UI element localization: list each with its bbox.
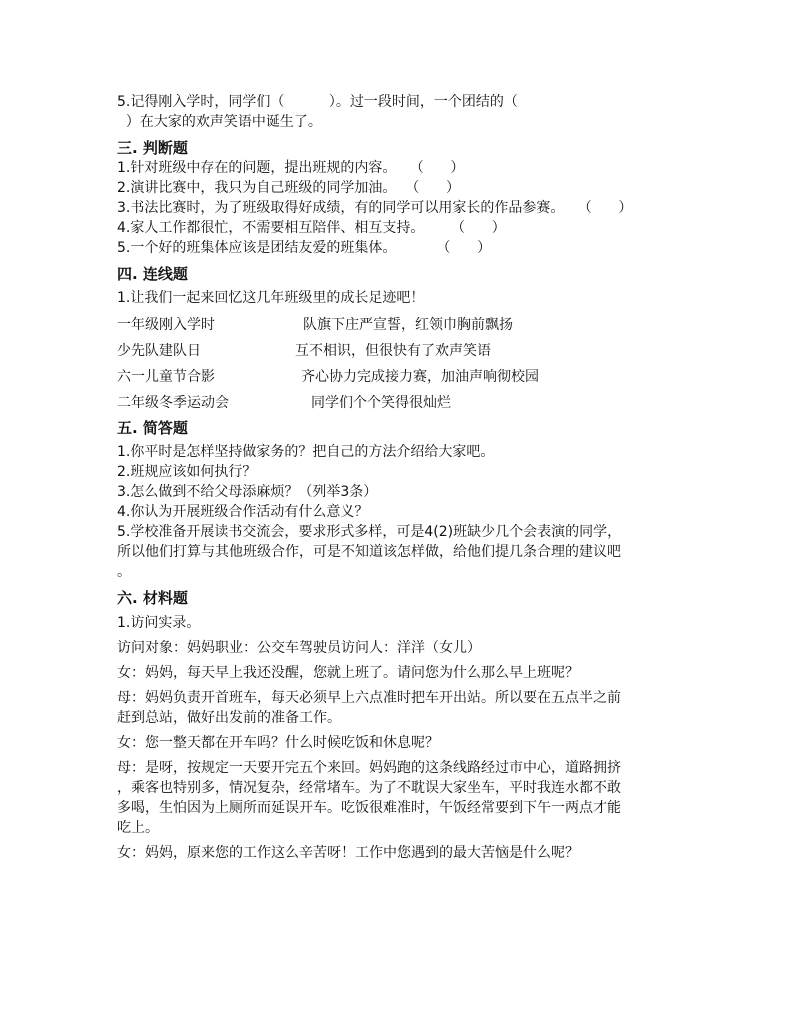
judgement-item-4: 4.家人工作都很忙，不需要相互陪伴、相互支持。 （ ） <box>117 220 506 236</box>
section-5-title: 五. 简答题 <box>117 419 188 437</box>
mother-answer-1-line-2: 赶到总站，做好出发前的准备工作。 <box>117 710 341 726</box>
judgement-item-1: 1.针对班级中存在的问题，提出班规的内容。 （ ） <box>117 160 465 176</box>
short-answer-item-4: 4.你认为开展班级合作活动有什么意义？ <box>117 504 369 520</box>
matching-left-item: 六一儿童节合影 <box>117 369 215 385</box>
section-6-title: 六. 材料题 <box>117 589 188 607</box>
judgement-item-5: 5.一个好的班集体应该是团结友爱的班集体。 （ ） <box>117 240 492 256</box>
short-answer-item-5-line-2: 所以他们打算与其他班级合作，可是不知道该怎样做，给他们提几条合理的建议吧 <box>117 544 621 560</box>
matching-left-item: 二年级冬季运动会 <box>117 395 229 411</box>
mother-answer-2 <box>117 758 689 838</box>
daughter-question-1: 女：妈妈，每天早上我还没醒，您就上班了。请问您为什么那么早上班呢？ <box>117 665 579 681</box>
judgement-item-3: 3.书法比赛时，为了班级取得好成绩，有的同学可以用家长的作品参赛。 （ ） <box>117 200 633 216</box>
matching-left-item: 少先队建队日 <box>117 343 201 359</box>
short-answer-item-3: 3.怎么做到不给父母添麻烦？（列举3条） <box>117 484 378 500</box>
material-intro: 1.访问实录。 <box>117 615 201 631</box>
short-answer-item-1: 1.你平时是怎样坚持做家务的？把自己的方法介绍给大家吧。 <box>117 444 495 460</box>
matching-right-item: 同学们个个笑得很灿烂 <box>311 395 451 411</box>
mother-answer-1-line-1: 母：妈妈负责开首班车，每天必须早上六点准时把车开出站。所以要在五点半之前 <box>117 690 621 706</box>
fill-in-question-5-line-2: ）在大家的欢声笑语中诞生了。 <box>117 114 322 130</box>
matching-right-item: 互不相识，但很快有了欢声笑语 <box>295 343 491 359</box>
mother-answer-2-line-2: ，乘客也特别多，情况复杂，经常堵车。为了不耽误大家坐车，平时我连水都不敢 <box>117 780 621 796</box>
matching-intro: 1.让我们一起来回忆这几年班级里的成长足迹吧！ <box>117 290 425 306</box>
worksheet-page <box>117 92 689 863</box>
short-answer-item-5-line-1: 5.学校准备开展读书交流会，要求形式多样，可是4(2)班缺少几个会表演的同学， <box>117 524 622 540</box>
mother-answer-2-line-1: 母：是呀，按规定一天要开完五个来回。妈妈跑的这条线路经过市中心，道路拥挤 <box>117 760 621 776</box>
daughter-question-3: 女：妈妈，原来您的工作这么辛苦呀！工作中您遇到的最大苦恼是什么呢？ <box>117 845 579 861</box>
mother-answer-2-line-4: 吃上。 <box>117 820 159 836</box>
matching-row <box>117 364 689 390</box>
daughter-question-2: 女：您一整天都在开车吗？什么时候吃饭和休息呢？ <box>117 735 439 751</box>
fill-in-question-5-line-1: 5.记得刚入学时，同学们（ ）。过一段时间，一个团结的（ <box>117 94 518 110</box>
mother-answer-2-line-3: 多喝，生怕因为上厕所而延误开车。吃饭很难准时，午饭经常要到下午一两点才能 <box>117 800 621 816</box>
short-answer-item-2: 2.班规应该如何执行？ <box>117 464 257 480</box>
short-answer-item-5-line-3: 。 <box>117 564 131 580</box>
interview-meta: 访问对象：妈妈职业：公交车驾驶员访问人：洋洋（女儿） <box>117 640 481 656</box>
mother-answer-1 <box>117 688 689 728</box>
matching-row <box>117 338 689 364</box>
matching-right-item: 齐心协力完成接力赛，加油声响彻校园 <box>301 369 539 385</box>
matching-left-item: 一年级刚入学时 <box>117 317 215 333</box>
matching-row <box>117 390 689 416</box>
section-3-title: 三. 判断题 <box>117 139 188 157</box>
matching-row <box>117 312 689 338</box>
section-4-title: 四. 连线题 <box>117 265 188 283</box>
judgement-item-2: 2.演讲比赛中，我只为自己班级的同学加油。 （ ） <box>117 180 460 196</box>
matching-right-item: 队旗下庄严宣誓，红领巾胸前飘扬 <box>303 317 513 333</box>
